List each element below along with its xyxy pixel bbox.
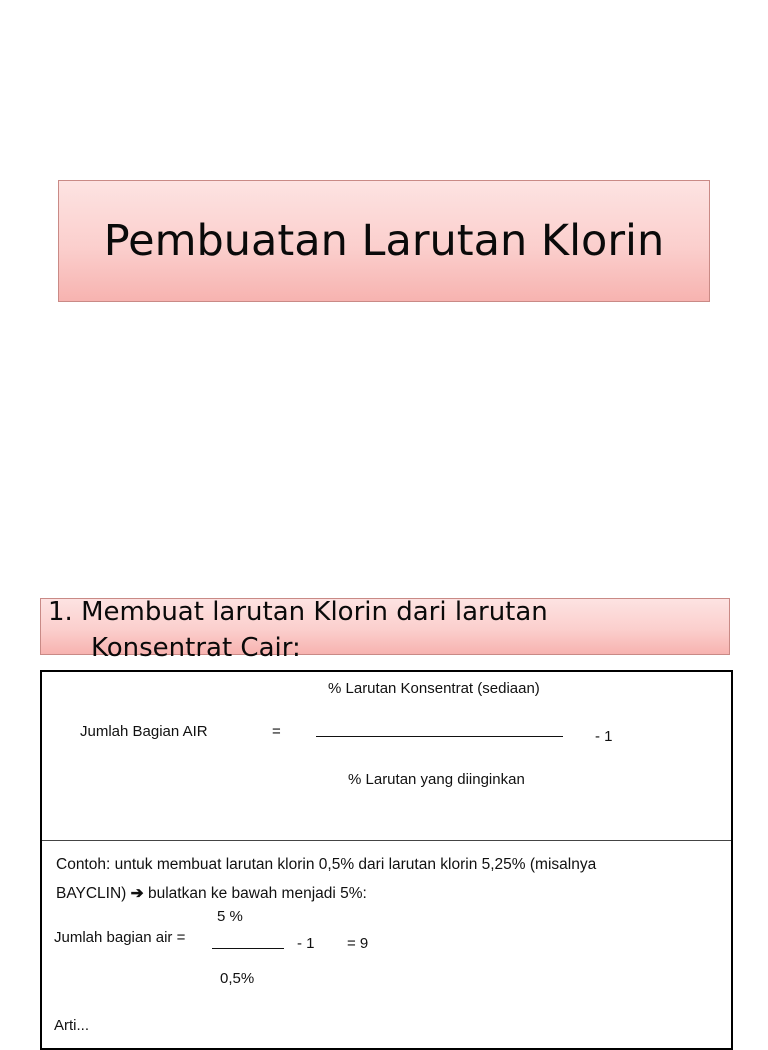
heading-line-1: 1. Membuat larutan Klorin dari larutan	[48, 597, 548, 627]
example-line-2-end: bulatkan ke bawah menjadi 5%:	[147, 885, 367, 902]
formula-box	[40, 670, 733, 1050]
slide-title-text: Pembuatan Larutan Klorin	[103, 216, 665, 266]
calc-numerator: 5 %	[217, 908, 243, 925]
formula-equals: =	[272, 723, 281, 740]
formula-numerator: % Larutan Konsentrat (sediaan)	[328, 680, 540, 697]
calc-denominator: 0,5%	[220, 970, 255, 987]
formula-minus-one: - 1	[595, 728, 613, 745]
example-line-2	[56, 879, 716, 908]
right-arrow-icon: ➔	[130, 885, 144, 902]
example-text	[56, 850, 716, 908]
calc-fraction-bar	[212, 948, 284, 949]
fraction-bar	[316, 736, 563, 737]
slide-title	[0, 0, 768, 512]
heading-line-2: Konsentrat Cair:	[91, 633, 301, 663]
slide-content	[0, 512, 768, 1034]
example-line-1: Contoh: untuk membuat larutan klorin 0,5% dari larutan klorin 5,25% (misalnya	[56, 856, 597, 873]
calc-minus-one: - 1	[297, 935, 315, 952]
calc-label: Jumlah bagian air =	[54, 929, 186, 946]
section-divider	[42, 840, 731, 841]
example-line-2-start: BAYCLIN)	[56, 885, 127, 902]
formula-denominator: % Larutan yang diinginkan	[348, 771, 525, 788]
partial-line: Arti...	[54, 1017, 90, 1034]
calc-result: = 9	[347, 935, 369, 952]
title-banner	[58, 180, 710, 302]
formula-label: Jumlah Bagian AIR	[80, 723, 208, 740]
section-heading	[48, 594, 688, 666]
